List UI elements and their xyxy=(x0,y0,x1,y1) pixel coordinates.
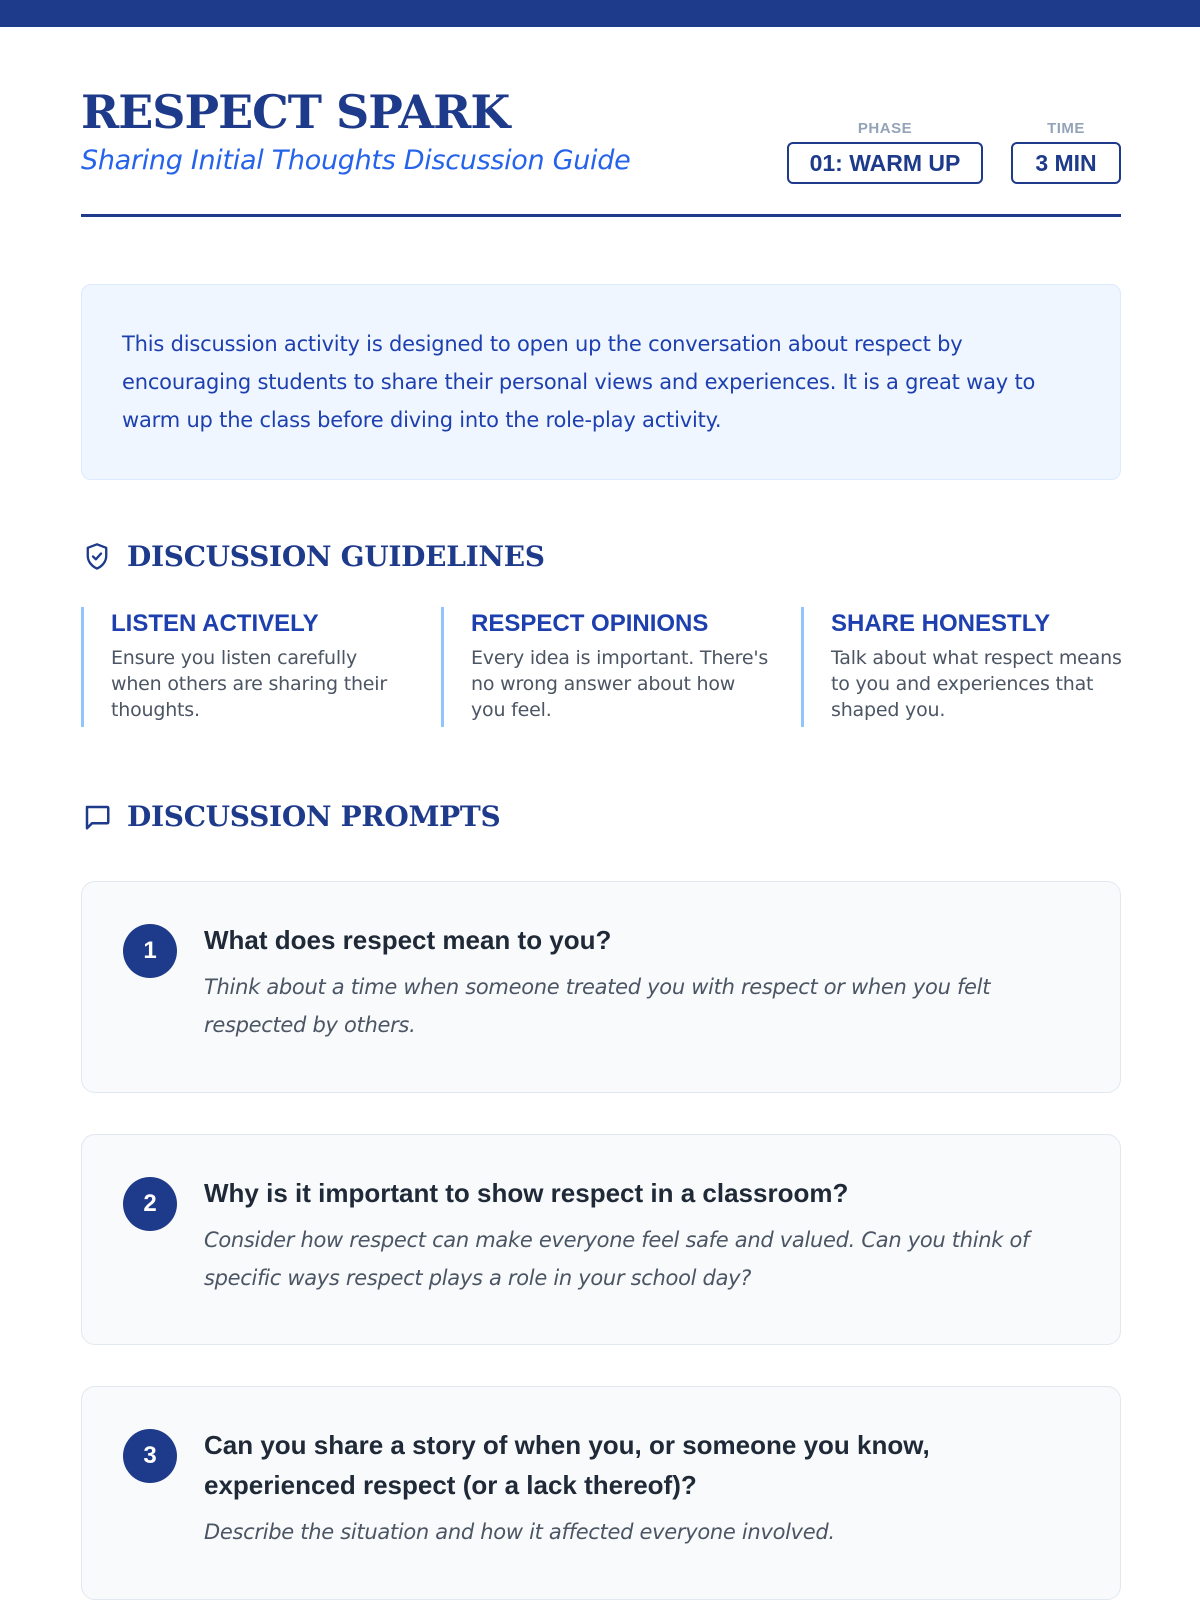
prompts-title: DISCUSSION PROMPTS xyxy=(127,800,501,833)
prompts-heading xyxy=(81,800,500,834)
prompt-number-badge: 3 xyxy=(123,1429,177,1483)
guideline-title: SHARE HONESTLY xyxy=(831,610,1051,637)
guideline-text: Ensure you listen carefully when others are sharing their thoughts. xyxy=(111,647,387,721)
prompt-question: Can you share a story of when you, or someone you know, experienced respect (or a lack thereof)? xyxy=(204,1430,930,1500)
prompt-detail: Consider how respect can make everyone feel safe and valued. Can you think of specific ways respect plays a role in your school day? xyxy=(204,1228,1030,1290)
phase-label: PHASE xyxy=(857,120,913,137)
time-label: TIME xyxy=(1047,120,1085,137)
intro-callout xyxy=(81,284,1121,480)
guideline-item xyxy=(441,607,771,727)
time-meta xyxy=(1011,120,1121,184)
prompt-card xyxy=(81,1386,1121,1600)
page-subtitle: Sharing Initial Thoughts Discussion Guide xyxy=(81,145,631,176)
guidelines-list xyxy=(81,607,1121,727)
top-accent-bar xyxy=(0,0,1200,27)
page-title: RESPECT SPARK xyxy=(81,85,510,139)
intro-text: This discussion activity is designed to open up the conversation about respect by encouraging students to share their personal views and experiences. It is a great way to warm up the class before diving into the role-play activity. xyxy=(122,332,1036,432)
prompt-question: What does respect mean to you? xyxy=(204,925,612,955)
prompt-card xyxy=(81,1134,1121,1345)
prompt-card xyxy=(81,881,1121,1093)
phase-meta xyxy=(787,120,983,184)
shield-check-icon xyxy=(81,541,113,573)
guideline-item xyxy=(801,607,1131,727)
guideline-text: Talk about what respect means to you and experiences that shaped you. xyxy=(831,647,1122,721)
prompt-body xyxy=(204,1173,1084,1297)
chat-bubble-icon xyxy=(81,801,113,833)
guideline-title: LISTEN ACTIVELY xyxy=(111,610,319,637)
guidelines-title: DISCUSSION GUIDELINES xyxy=(127,540,545,573)
phase-badge: 01: WARM UP xyxy=(787,142,983,184)
prompt-body xyxy=(204,1425,1084,1551)
prompt-number-badge: 2 xyxy=(123,1177,177,1231)
time-badge: 3 MIN xyxy=(1011,142,1121,184)
guidelines-heading xyxy=(81,540,545,574)
guideline-text: Every idea is important. There's no wrong answer about how you feel. xyxy=(471,647,769,721)
prompt-body xyxy=(204,920,1084,1044)
prompt-detail: Think about a time when someone treated you with respect or when you felt respected by others. xyxy=(204,975,991,1037)
guideline-title: RESPECT OPINIONS xyxy=(471,610,709,637)
prompt-detail: Describe the situation and how it affected everyone involved. xyxy=(204,1520,835,1544)
prompt-number-badge: 1 xyxy=(123,924,177,978)
guideline-item xyxy=(81,607,411,727)
prompt-question: Why is it important to show respect in a classroom? xyxy=(204,1178,849,1208)
page-header xyxy=(81,78,1121,217)
